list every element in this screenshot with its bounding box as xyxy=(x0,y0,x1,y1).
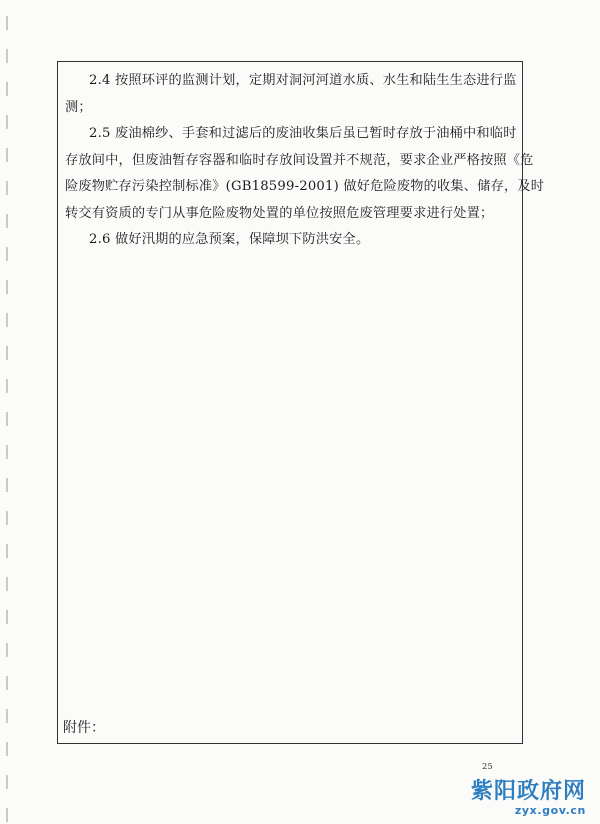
binding-hole-mark xyxy=(6,148,8,162)
paragraph-line: 转交有资质的专门从事危险废物处置的单位按照危废管理要求进行处置； xyxy=(65,205,494,221)
binding-hole-mark xyxy=(6,511,8,525)
binding-hole-mark xyxy=(6,115,8,129)
paragraph-line: 2.4 按照环评的监测计划，定期对洞河河道水质、水生和陆生生态进行监 xyxy=(89,73,517,88)
paragraph-2-6 xyxy=(58,227,524,254)
binding-hole-mark xyxy=(6,775,8,789)
binding-hole-mark xyxy=(6,445,8,459)
binding-hole-mark xyxy=(6,808,8,822)
binding-hole-mark xyxy=(6,742,8,756)
binding-hole-mark xyxy=(6,82,8,96)
watermark-url: zyx.gov.cn xyxy=(514,804,586,817)
site-watermark xyxy=(471,780,586,817)
paragraph-line: 存放间中，但废油暂存容器和临时存放间设置并不规范，要求企业严格按照《危 xyxy=(65,152,534,168)
paragraph-line: 测； xyxy=(65,99,92,115)
binding-hole-mark xyxy=(6,214,8,228)
attachment-label: 附件： xyxy=(63,720,105,736)
binding-hole-mark xyxy=(6,544,8,558)
page-number: 25 xyxy=(482,762,493,772)
binding-hole-mark xyxy=(6,247,8,261)
binding-hole-mark xyxy=(6,610,8,624)
paragraph-2-5 xyxy=(58,121,545,227)
binding-hole-mark xyxy=(6,280,8,294)
binding-holes xyxy=(0,0,14,824)
binding-hole-mark xyxy=(6,379,8,393)
binding-hole-mark xyxy=(6,313,8,327)
paragraph-line: 险废物贮存污染控制标准》(GB18599-2001) 做好危险废物的收集、储存，及时 xyxy=(65,179,545,194)
binding-hole-mark xyxy=(6,676,8,690)
paragraph-2-4 xyxy=(58,68,524,121)
binding-hole-mark xyxy=(6,49,8,63)
binding-hole-mark xyxy=(6,181,8,195)
binding-hole-mark xyxy=(6,16,8,30)
binding-hole-mark xyxy=(6,478,8,492)
paragraph-line: 2.5 废油棉纱、手套和过滤后的废油收集后虽已暂时存放于油桶中和临时 xyxy=(89,126,517,141)
binding-hole-mark xyxy=(6,346,8,360)
binding-hole-mark xyxy=(6,709,8,723)
paragraph-line: 2.6 做好汛期的应急预案，保障坝下防洪安全。 xyxy=(89,232,370,247)
content-box xyxy=(57,61,545,744)
binding-hole-mark xyxy=(6,577,8,591)
binding-hole-mark xyxy=(6,643,8,657)
watermark-site-name: 紫阳政府网 xyxy=(470,779,586,804)
binding-hole-mark xyxy=(6,412,8,426)
